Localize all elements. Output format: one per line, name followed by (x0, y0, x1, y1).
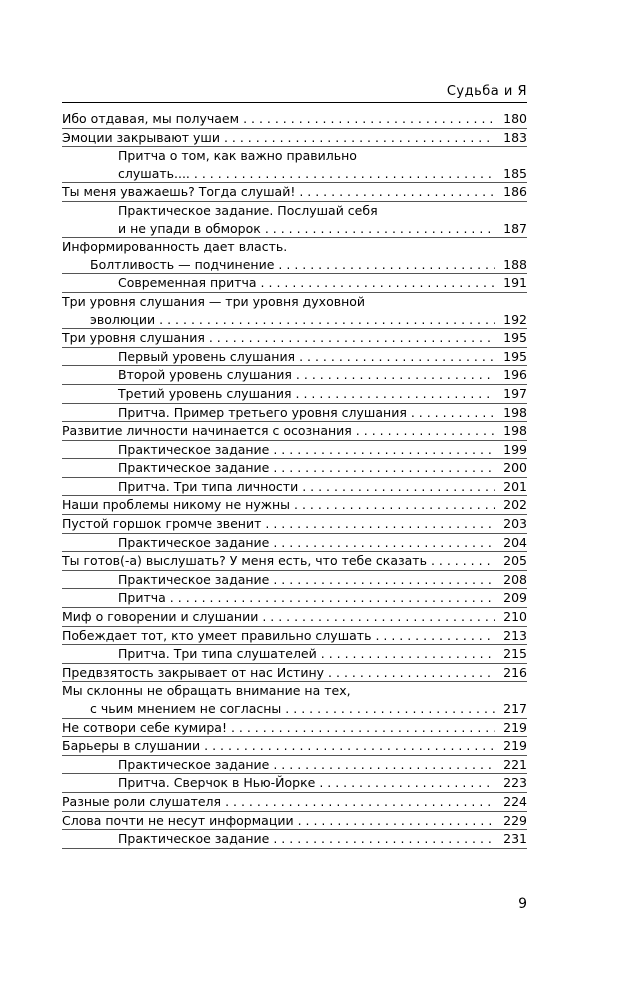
toc-entry (62, 238, 527, 274)
toc-entry-title: Разные роли слушателя (62, 793, 222, 809)
dot-leader (209, 329, 495, 347)
toc-page-number: 188 (503, 256, 527, 272)
toc-entry (62, 571, 527, 590)
toc-entry (62, 385, 527, 404)
toc-page-number: 185 (503, 165, 527, 181)
dot-leader (328, 664, 495, 682)
toc-line (62, 589, 527, 607)
toc-entry (62, 664, 527, 683)
toc-entry-title: Три уровня слушания (62, 330, 205, 346)
toc-entry-title: Практическое задание (118, 534, 270, 550)
toc-page-number: 191 (503, 275, 527, 291)
toc-entry-title: Притча. Три типа личности (118, 478, 299, 494)
toc-page-number: 215 (503, 646, 527, 662)
toc-entry-title: Ибо отдавая, мы получаем (62, 111, 240, 126)
toc-entry-title: Три уровня слушания — три уровня духовной (62, 293, 366, 309)
toc-line (62, 147, 527, 165)
page-number: 9 (518, 896, 527, 912)
dot-leader (273, 756, 495, 774)
toc-entry-title: Притча. Три типа слушателей (118, 646, 317, 662)
toc-line (62, 183, 527, 201)
toc-page-number: 204 (503, 534, 527, 550)
toc-entry-title: Развитие личности начинается с осознания (62, 423, 352, 439)
toc-entry-title: Второй уровень слушания (118, 367, 292, 383)
dot-leader (321, 645, 495, 663)
toc-line (62, 774, 527, 792)
toc-page-number: 208 (503, 571, 527, 587)
toc-line (62, 238, 527, 256)
toc-entry-title: Эмоции закрывают уши (62, 129, 220, 145)
toc-entry-title: Побеждает тот, кто умеет правильно слушать (62, 627, 372, 643)
toc-entry (62, 129, 527, 148)
toc-line (62, 719, 527, 737)
toc-page-number: 229 (503, 812, 527, 828)
dot-leader (296, 385, 496, 403)
toc-line (62, 348, 527, 366)
toc-entry (62, 348, 527, 367)
running-header: Судьба и Я (446, 84, 527, 99)
dot-leader (224, 129, 495, 147)
toc-line (62, 385, 527, 403)
toc-entry-title: Первый уровень слушания (118, 348, 296, 364)
dot-leader (262, 608, 495, 626)
dot-leader (273, 441, 495, 459)
dot-leader (273, 830, 495, 848)
dot-leader (243, 110, 495, 128)
dot-leader (299, 348, 495, 366)
toc-entry (62, 422, 527, 441)
toc-entry-title: Пустой горшок громче звенит (62, 516, 262, 532)
toc-line (62, 329, 527, 347)
toc-page-number: 210 (503, 609, 527, 625)
toc-line (62, 366, 527, 384)
toc-page-number: 213 (503, 627, 527, 643)
toc-page-number: 205 (503, 553, 527, 569)
toc-line (62, 793, 527, 811)
toc-line (62, 552, 527, 570)
toc-entry-title: Притча. Сверчок в Нью-Йорке (118, 775, 316, 791)
toc-page-number: 224 (503, 793, 527, 809)
toc-entry (62, 459, 527, 478)
toc-line (62, 534, 527, 552)
toc-entry-title: Современная притча (118, 275, 257, 291)
toc-entry (62, 719, 527, 738)
toc-line (62, 608, 527, 626)
toc-entry-title: Мы склонны не обращать внимание на тех, (62, 683, 351, 699)
toc-entry-title: Слова почти не несут информации (62, 812, 294, 828)
toc-page-number: 186 (503, 184, 527, 200)
toc-page-number: 201 (503, 478, 527, 494)
toc-entry (62, 608, 527, 627)
toc-entry-title: Ты готов(-а) выслушать? У меня есть, что тебе сказать (62, 553, 427, 569)
toc-entry-title: эволюции (90, 311, 156, 327)
toc-page-number: 198 (503, 423, 527, 439)
toc-entry (62, 645, 527, 664)
dot-leader (261, 274, 495, 292)
dot-leader (273, 459, 495, 477)
toc-line (62, 571, 527, 589)
toc-entry-title: Не сотвори себе кумира! (62, 719, 227, 735)
toc-line (62, 404, 527, 422)
toc-entry-title: Притча. Пример третьего уровня слушания (118, 404, 407, 420)
toc-page-number: 196 (503, 367, 527, 383)
toc-entry (62, 110, 527, 129)
toc-entry-title: Практическое задание (118, 441, 270, 457)
toc-entry (62, 589, 527, 608)
toc-entry (62, 682, 527, 718)
dot-leader (170, 589, 495, 607)
toc-page-number: 180 (503, 111, 527, 126)
toc-entry (62, 366, 527, 385)
toc-entry-title: Практическое задание. Послушай себя (118, 202, 378, 218)
toc-page-number: 200 (503, 460, 527, 476)
toc-page-number: 183 (503, 129, 527, 145)
toc-entry-title: Третий уровень слушания (118, 385, 292, 401)
toc-page-number: 187 (503, 220, 527, 236)
dot-leader (299, 183, 495, 201)
toc-line (62, 478, 527, 496)
header-rule (62, 102, 527, 103)
toc-entry (62, 774, 527, 793)
dot-leader (278, 256, 495, 274)
toc-line (62, 110, 527, 128)
dot-leader (231, 719, 495, 737)
toc-entry (62, 830, 527, 849)
dot-leader (159, 311, 495, 329)
toc-page-number: 217 (503, 701, 527, 716)
toc-entry (62, 329, 527, 348)
toc-entry-title: Наши проблемы никому не нужны (62, 497, 291, 513)
toc-entry-title: Притча о том, как важно правильно (118, 148, 357, 164)
toc-page-number: 199 (503, 441, 527, 457)
toc-line (62, 515, 527, 533)
toc-line (62, 311, 527, 329)
dot-leader (375, 627, 495, 645)
dot-leader (225, 793, 495, 811)
toc-page-number: 203 (503, 516, 527, 532)
toc-entry (62, 756, 527, 775)
dot-leader (431, 552, 495, 570)
toc-entry (62, 737, 527, 756)
toc-page-number: 223 (503, 775, 527, 791)
toc-line (62, 756, 527, 774)
table-of-contents (62, 110, 527, 849)
toc-page-number: 195 (503, 330, 527, 346)
toc-entry-title: Болтливость — подчинение (90, 256, 275, 272)
toc-line (62, 165, 527, 183)
toc-line (62, 682, 527, 700)
toc-entry-title: Ты меня уважаешь? Тогда слушай! (62, 184, 296, 200)
toc-entry (62, 534, 527, 553)
dot-leader (302, 478, 495, 496)
toc-entry-title: Практическое задание (118, 460, 270, 476)
toc-entry (62, 441, 527, 460)
toc-page-number: 219 (503, 719, 527, 735)
toc-entry (62, 202, 527, 238)
dot-leader (273, 571, 495, 589)
toc-entry-title: слушать.... (118, 165, 190, 181)
toc-page-number: 195 (503, 348, 527, 364)
dot-leader (273, 534, 495, 552)
toc-entry (62, 793, 527, 812)
dot-leader (298, 812, 495, 830)
toc-entry-title: Миф о говорении и слушании (62, 609, 259, 625)
dot-leader (356, 422, 495, 440)
toc-entry (62, 515, 527, 534)
toc-entry (62, 496, 527, 515)
toc-line (62, 220, 527, 238)
toc-entry-title: Притча (118, 590, 166, 606)
dot-leader (411, 404, 495, 422)
toc-line (62, 274, 527, 292)
toc-entry (62, 147, 527, 183)
toc-page-number: 197 (503, 385, 527, 401)
toc-entry (62, 183, 527, 202)
toc-page-number: 198 (503, 404, 527, 420)
toc-line (62, 830, 527, 848)
toc-entry-title: Практическое задание (118, 831, 270, 847)
toc-entry (62, 812, 527, 831)
toc-entry-title: Практическое задание (118, 756, 270, 772)
toc-line (62, 256, 527, 274)
toc-entry-title: и не упади в обморок (118, 220, 261, 236)
toc-line (62, 645, 527, 663)
toc-entry (62, 404, 527, 423)
toc-entry (62, 478, 527, 497)
dot-leader (319, 774, 495, 792)
toc-line (62, 293, 527, 311)
toc-line (62, 459, 527, 477)
toc-entry (62, 274, 527, 293)
toc-line (62, 627, 527, 645)
toc-entry-title: Барьеры в слушании (62, 738, 201, 754)
toc-page-number: 209 (503, 590, 527, 606)
toc-page-number: 192 (503, 311, 527, 327)
toc-line (62, 812, 527, 830)
toc-entry (62, 552, 527, 571)
toc-entry-title: с чьим мнением не согласны (90, 701, 282, 716)
toc-entry (62, 293, 527, 329)
toc-entry (62, 627, 527, 646)
toc-line (62, 129, 527, 147)
toc-entry-title: Информированность дает власть. (62, 239, 288, 255)
dot-leader (265, 515, 495, 533)
toc-page-number: 221 (503, 756, 527, 772)
toc-line (62, 202, 527, 220)
toc-line (62, 737, 527, 755)
toc-line (62, 496, 527, 514)
toc-entry-title: Практическое задание (118, 571, 270, 587)
dot-leader (265, 220, 495, 238)
toc-page-number: 216 (503, 664, 527, 680)
toc-line (62, 422, 527, 440)
toc-entry-title: Предвзятость закрывает от нас Истину (62, 664, 325, 680)
dot-leader (296, 366, 495, 384)
toc-page-number: 202 (503, 497, 527, 513)
dot-leader (294, 496, 495, 514)
dot-leader (204, 737, 495, 755)
toc-line (62, 664, 527, 682)
toc-line (62, 441, 527, 459)
toc-line (62, 700, 527, 718)
toc-page-number: 219 (503, 738, 527, 754)
toc-page-number: 231 (503, 831, 527, 847)
dot-leader (285, 700, 495, 718)
dot-leader (194, 165, 495, 183)
